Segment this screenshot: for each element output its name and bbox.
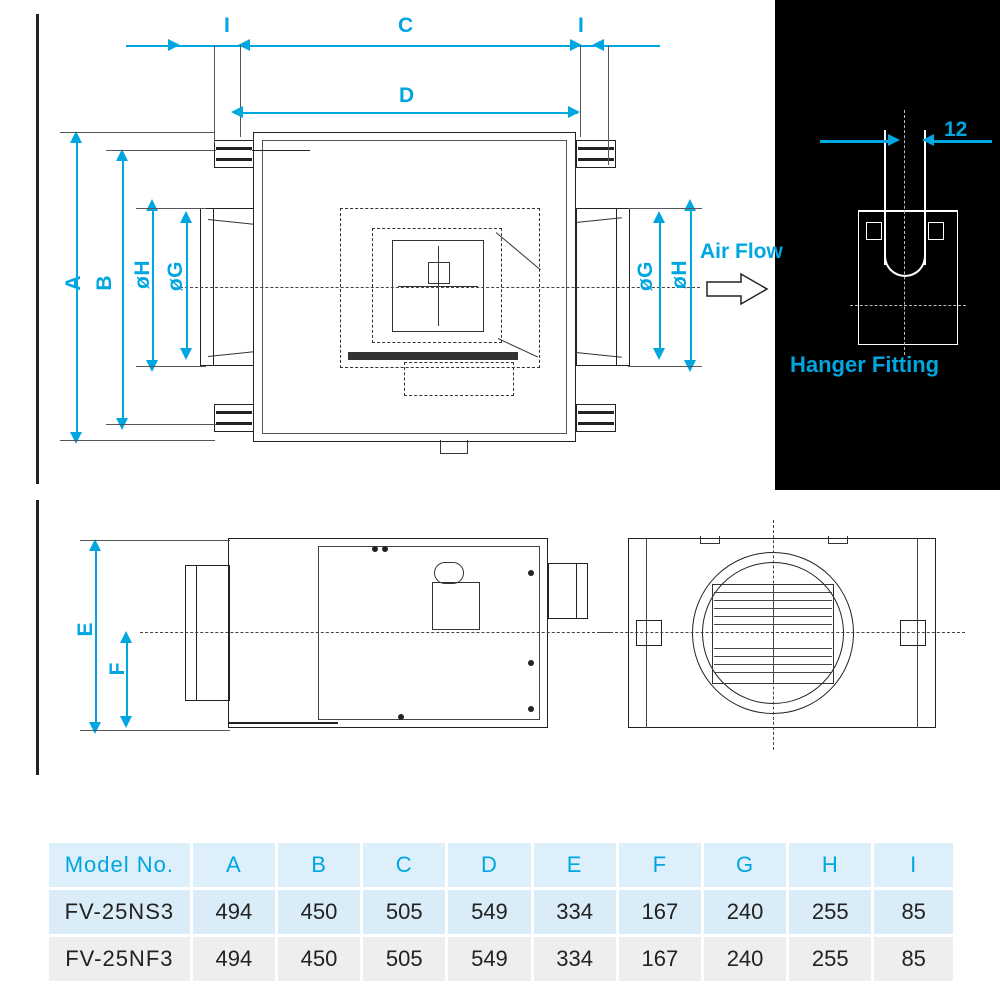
hanger-dim-label: 12	[944, 118, 968, 141]
dim-arrow-G-right-bottom	[653, 348, 665, 360]
table-cell-C: 505	[363, 890, 445, 934]
dim-line-H-right	[690, 208, 692, 366]
dim-label-H-right: øH	[668, 260, 691, 289]
dim-arrow-G-left-top	[180, 211, 192, 223]
frame-left-rule-bottom	[36, 500, 39, 775]
dim-line-I-right	[570, 45, 660, 47]
dim-arrow-D-left	[231, 106, 243, 118]
front-view-centerline-h	[600, 632, 965, 633]
dim-arrow-H-left-top	[146, 199, 158, 211]
side-view-base-plate	[228, 722, 338, 724]
hanger-fitting-slot-right	[928, 222, 944, 240]
table-row	[49, 890, 953, 934]
table-header-D: D	[448, 843, 530, 887]
table-cell-H: 255	[789, 890, 871, 934]
hanger-fitting-h-centerline	[850, 305, 966, 306]
dim-label-B: B	[93, 275, 116, 291]
hanger-bracket-tl-ext	[252, 150, 310, 151]
dim-label-H-left: øH	[131, 260, 154, 289]
dim-arrow-I-left	[168, 39, 180, 51]
ext-tick-H-right-top	[628, 208, 702, 209]
dim-line-G-right	[659, 220, 661, 354]
dim-line-A	[76, 140, 78, 438]
ext-tick-B-top	[106, 150, 216, 151]
hanger-bracket-br-bar1	[578, 411, 614, 414]
dim-line-C	[240, 45, 580, 47]
table-cell-B: 450	[278, 890, 360, 934]
side-view-screw-5	[528, 706, 534, 712]
table-cell-C: 505	[363, 937, 445, 981]
hanger-bracket-bottom-left	[214, 404, 254, 432]
dim-arrow-F-top	[120, 631, 132, 643]
ext-tick-I-left	[214, 45, 215, 143]
dim-label-F: F	[106, 662, 129, 676]
side-view-panel	[318, 546, 540, 720]
dim-line-E	[95, 548, 97, 728]
front-view-top-notch-right	[828, 536, 848, 544]
ext-tick-A-bottom	[60, 440, 215, 441]
table-header-G: G	[704, 843, 786, 887]
side-view-screw-3	[528, 570, 534, 576]
hanger-bracket-bl-bar2	[216, 422, 252, 425]
hanger-fitting-slot-left	[866, 222, 882, 240]
table-cell-B: 450	[278, 937, 360, 981]
hanger-fitting-top-line	[858, 210, 958, 212]
side-view-screw-2	[382, 546, 388, 552]
side-view-screw-6	[398, 714, 404, 720]
dim-label-I-right: I	[578, 14, 585, 37]
table-header-A: A	[193, 843, 275, 887]
dim-label-G-left: øG	[164, 261, 187, 292]
table-cell-A: 494	[193, 937, 275, 981]
dim-arrow-I-right	[592, 39, 604, 51]
ext-tick-H-left-top	[136, 208, 206, 209]
dim-arrow-H-right-top	[684, 199, 696, 211]
table-cell-I: 85	[874, 937, 953, 981]
table-cell-G: 240	[704, 890, 786, 934]
side-view-conduit	[434, 562, 464, 584]
hanger-bracket-bottom-right	[576, 404, 616, 432]
dim-label-I-left: I	[224, 14, 231, 37]
internal-terminal-box	[404, 362, 514, 396]
side-view-screw-1	[372, 546, 378, 552]
hanger-bracket-top-left	[214, 140, 254, 168]
table-cell-model: FV-25NS3	[49, 890, 190, 934]
table-header-E: E	[534, 843, 616, 887]
ext-tick-A-top	[60, 132, 215, 133]
air-flow-arrow-icon	[705, 272, 771, 306]
table-header-I: I	[874, 843, 953, 887]
ext-tick-C-left	[240, 45, 241, 137]
ext-tick-H-left-bottom	[136, 366, 206, 367]
table-cell-D: 549	[448, 890, 530, 934]
front-view-bracket-right	[900, 620, 926, 646]
table-cell-F: 167	[619, 890, 701, 934]
hanger-dim-line-left	[820, 140, 890, 143]
hanger-fitting-label: Hanger Fitting	[790, 352, 940, 377]
frame-left-rule-top	[36, 14, 39, 484]
hanger-bracket-tl-bar2	[216, 158, 252, 161]
hanger-dim-arrow-left	[888, 134, 900, 146]
table-row	[49, 937, 953, 981]
spec-table	[46, 840, 956, 984]
hanger-dim-arrow-right	[922, 134, 934, 146]
table-cell-model: FV-25NF3	[49, 937, 190, 981]
ext-tick-H-right-bottom	[628, 366, 702, 367]
ext-tick-I-right	[608, 45, 609, 165]
dim-arrow-G-left-bottom	[180, 348, 192, 360]
dim-arrow-E-bottom	[89, 722, 101, 734]
internal-motor	[428, 262, 450, 284]
hanger-bracket-bl-bar1	[216, 411, 252, 414]
dim-line-D	[234, 112, 578, 114]
dim-arrow-G-right-top	[653, 211, 665, 223]
table-cell-D: 549	[448, 937, 530, 981]
dim-line-H-left	[152, 208, 154, 366]
hanger-fitting-centerline	[904, 110, 905, 355]
front-view-top-notch-left	[700, 536, 720, 544]
table-cell-F: 167	[619, 937, 701, 981]
side-view-junction-box	[432, 582, 480, 630]
dim-label-G-right: øG	[634, 261, 657, 292]
table-cell-H: 255	[789, 937, 871, 981]
side-view-collar-right-flange	[576, 563, 588, 619]
air-flow-label: Air Flow	[700, 240, 783, 263]
table-cell-E: 334	[534, 937, 616, 981]
bottom-drain-tab	[440, 440, 468, 454]
hanger-dim-line-right	[930, 140, 992, 143]
table-header-B: B	[278, 843, 360, 887]
side-view-centerline	[140, 632, 610, 633]
dim-label-E: E	[74, 622, 97, 637]
table-cell-E: 334	[534, 890, 616, 934]
internal-bottom-plate	[348, 352, 518, 360]
dim-label-A: A	[62, 275, 85, 291]
table-header-model: Model No.	[49, 843, 190, 887]
internal-fan-shaft-v	[438, 246, 439, 326]
table-header-C: C	[363, 843, 445, 887]
dim-line-B	[122, 158, 124, 424]
table-header-row	[49, 843, 953, 887]
ext-tick-C-right	[580, 45, 581, 137]
ext-tick-B-bottom	[106, 424, 216, 425]
table-header-H: H	[789, 843, 871, 887]
dim-arrow-D-right	[568, 106, 580, 118]
hanger-bracket-br-bar2	[578, 422, 614, 425]
hanger-bracket-tl-bar1	[216, 147, 252, 150]
table-header-F: F	[619, 843, 701, 887]
front-view-centerline-v	[773, 520, 774, 750]
dim-line-G-left	[186, 220, 188, 354]
dim-arrow-A-bottom	[70, 432, 82, 444]
dim-label-D: D	[399, 84, 415, 107]
side-view-collar-left-flange	[185, 565, 197, 701]
table-cell-I: 85	[874, 890, 953, 934]
table-cell-A: 494	[193, 890, 275, 934]
dim-arrow-F-bottom	[120, 716, 132, 728]
dim-line-I-left	[126, 45, 246, 47]
dim-label-C: C	[398, 14, 414, 37]
table-cell-G: 240	[704, 937, 786, 981]
hanger-bracket-top-right	[576, 140, 616, 168]
front-view-bracket-left	[636, 620, 662, 646]
ext-tick-E-bottom	[80, 730, 230, 731]
hanger-fitting-u-bottom	[884, 235, 926, 277]
ext-tick-E-top	[80, 540, 230, 541]
dim-line-F	[126, 640, 128, 722]
side-view-screw-4	[528, 660, 534, 666]
top-view-centerline	[180, 287, 700, 288]
